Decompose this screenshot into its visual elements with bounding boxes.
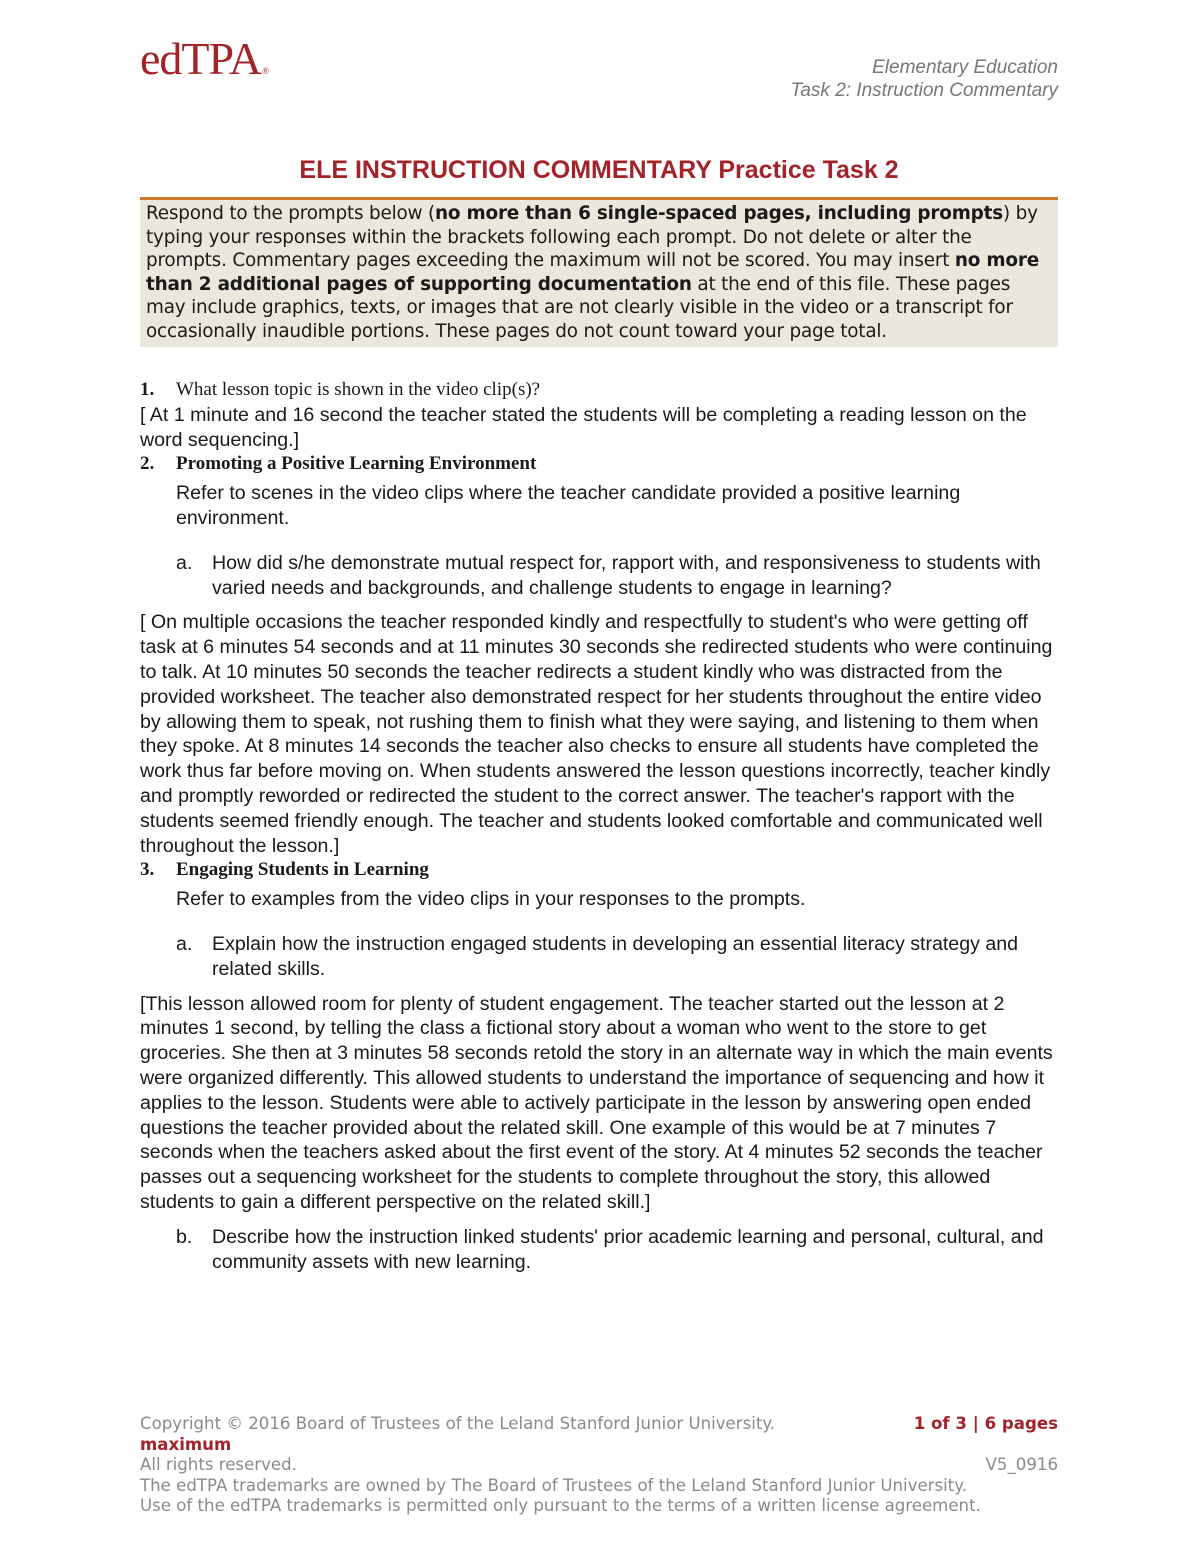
question-1-text: What lesson topic is shown in the video clip(s)?	[176, 379, 541, 400]
question-3b-letter: b.	[176, 1225, 193, 1248]
question-2a-text: How did s/he demonstrate mutual respect for, rapport with, and responsiveness to students with varied needs and backgrounds, and challenge students to engage in learning?	[212, 551, 1041, 599]
logo-text: edTPA	[140, 33, 262, 84]
footer-rights: All rights reserved.	[140, 1455, 297, 1475]
instructions-text-3: at the end of this file. These pages may include graphics, texts, or images that are not clearly visible in the video or a transcript for occasionally inaudible portions. These pages do not count toward your page total.	[146, 273, 1013, 342]
registered-mark: ®	[262, 66, 268, 76]
footer-copyright: Copyright © 2016 Board of Trustees of the Leland Stanford Junior University.	[140, 1414, 776, 1433]
instructions-box	[140, 200, 1058, 347]
question-2-intro: Refer to scenes in the video clips where the teacher candidate provided a positive learning environment.	[176, 482, 961, 529]
edtpa-logo	[140, 33, 268, 84]
header-task: Task 2: Instruction Commentary	[790, 80, 1058, 101]
footer-maximum: maximum	[140, 1434, 232, 1454]
response-2a[interactable]: [ On multiple occasions the teacher responded kindly and respectfully to student's who were getting off task at 6 minutes 54 seconds and at 11 minutes 30 seconds she redirected students who were continuing to talk. At 10 minutes 50 seconds the teacher redirects a student kindly who was distracted from the provided worksheet. The teacher also demonstrated respect for her students throughout the entire video by allowing them to speak, not rushing them to finish what they were saying, and listening to them when they spoke. At 8 minutes 14 seconds the teacher also checks to ensure all students have completed the work thus far before moving on. When students answered the lesson questions incorrectly, teacher kindly and promptly reworded or redirected the student to the correct answer. The teacher's rapport with the students seemed friendly enough. The teacher and students looked comfortable and communicated well throughout the lesson.]	[140, 611, 1053, 857]
question-3b-text: Describe how the instruction linked students' prior academic learning and personal, cultural, and community assets with new learning.	[212, 1225, 1044, 1273]
footer-trademark-2: Use of the edTPA trademarks is permitted only pursuant to the terms of a written license agreement.	[140, 1496, 981, 1516]
page-header-info	[790, 56, 1058, 102]
question-3a-text: Explain how the instruction engaged students in developing an essential literacy strategy and related skills.	[212, 932, 1019, 980]
response-3a[interactable]: [This lesson allowed room for plenty of student engagement. The teacher started out the lesson at 2 minutes 1 second, by telling the class a fictional story about a woman who went to the store to get groceries. She then at 3 minutes 58 seconds retold the story in an alternate way in which the main events were organized differently. This allowed students to understand the importance of sequencing and how it applies to the lesson. Students were able to actively participate in the lesson by answering open ended questions the teacher provided about the related skill. One example of this would be at 7 minutes 7 seconds when the teachers asked about the first event of the story. At 4 minutes 52 seconds the teacher passes out a sequencing worksheet for the students to complete throughout the story, this allowed students to gain a different perspective on the related skill.]	[140, 992, 1053, 1213]
header-subject: Elementary Education	[872, 57, 1058, 78]
commentary-content	[140, 378, 1058, 1274]
question-1-number: 1.	[140, 379, 155, 400]
question-2-heading: Promoting a Positive Learning Environment	[176, 453, 537, 475]
instructions-text-1: Respond to the prompts below (	[146, 203, 436, 224]
footer-trademark-1: The edTPA trademarks are owned by The Board of Trustees of the Leland Stanford Junior University.	[140, 1475, 967, 1495]
question-3b	[140, 1225, 1058, 1275]
question-2	[140, 452, 1058, 477]
question-1	[140, 378, 1058, 403]
question-3-intro: Refer to examples from the video clips in your responses to the prompts.	[176, 888, 806, 911]
instructions-bold-2: no more than 2 additional pages of supporting documentation	[146, 250, 1039, 295]
question-2a-letter: a.	[176, 551, 193, 574]
question-2-number: 2.	[140, 453, 155, 475]
response-1[interactable]: [ At 1 minute and 16 second the teacher stated the students will be completing a reading lesson on the word sequencing.]	[140, 403, 1027, 451]
question-3-number: 3.	[140, 859, 155, 881]
question-2a	[140, 551, 1058, 601]
question-3a-letter: a.	[176, 932, 193, 955]
footer-version: V5_0916	[985, 1455, 1058, 1475]
instructions-text-2: ) by typing your responses within the brackets following each prompt. Do not delete or alter the prompts. Commentary pages exceeding the maximum will not be scored. You may insert	[146, 203, 1038, 271]
question-3	[140, 858, 1058, 883]
page-footer	[140, 1414, 1058, 1517]
page-title: ELE INSTRUCTION COMMENTARY Practice Task 2	[299, 156, 899, 184]
instructions-bold-1: no more than 6 single-spaced pages, including prompts	[435, 203, 1003, 224]
footer-page-count: 1 of 3 | 6 pages	[913, 1414, 1058, 1433]
question-3a	[140, 932, 1058, 982]
question-3-heading: Engaging Students in Learning	[176, 859, 429, 881]
